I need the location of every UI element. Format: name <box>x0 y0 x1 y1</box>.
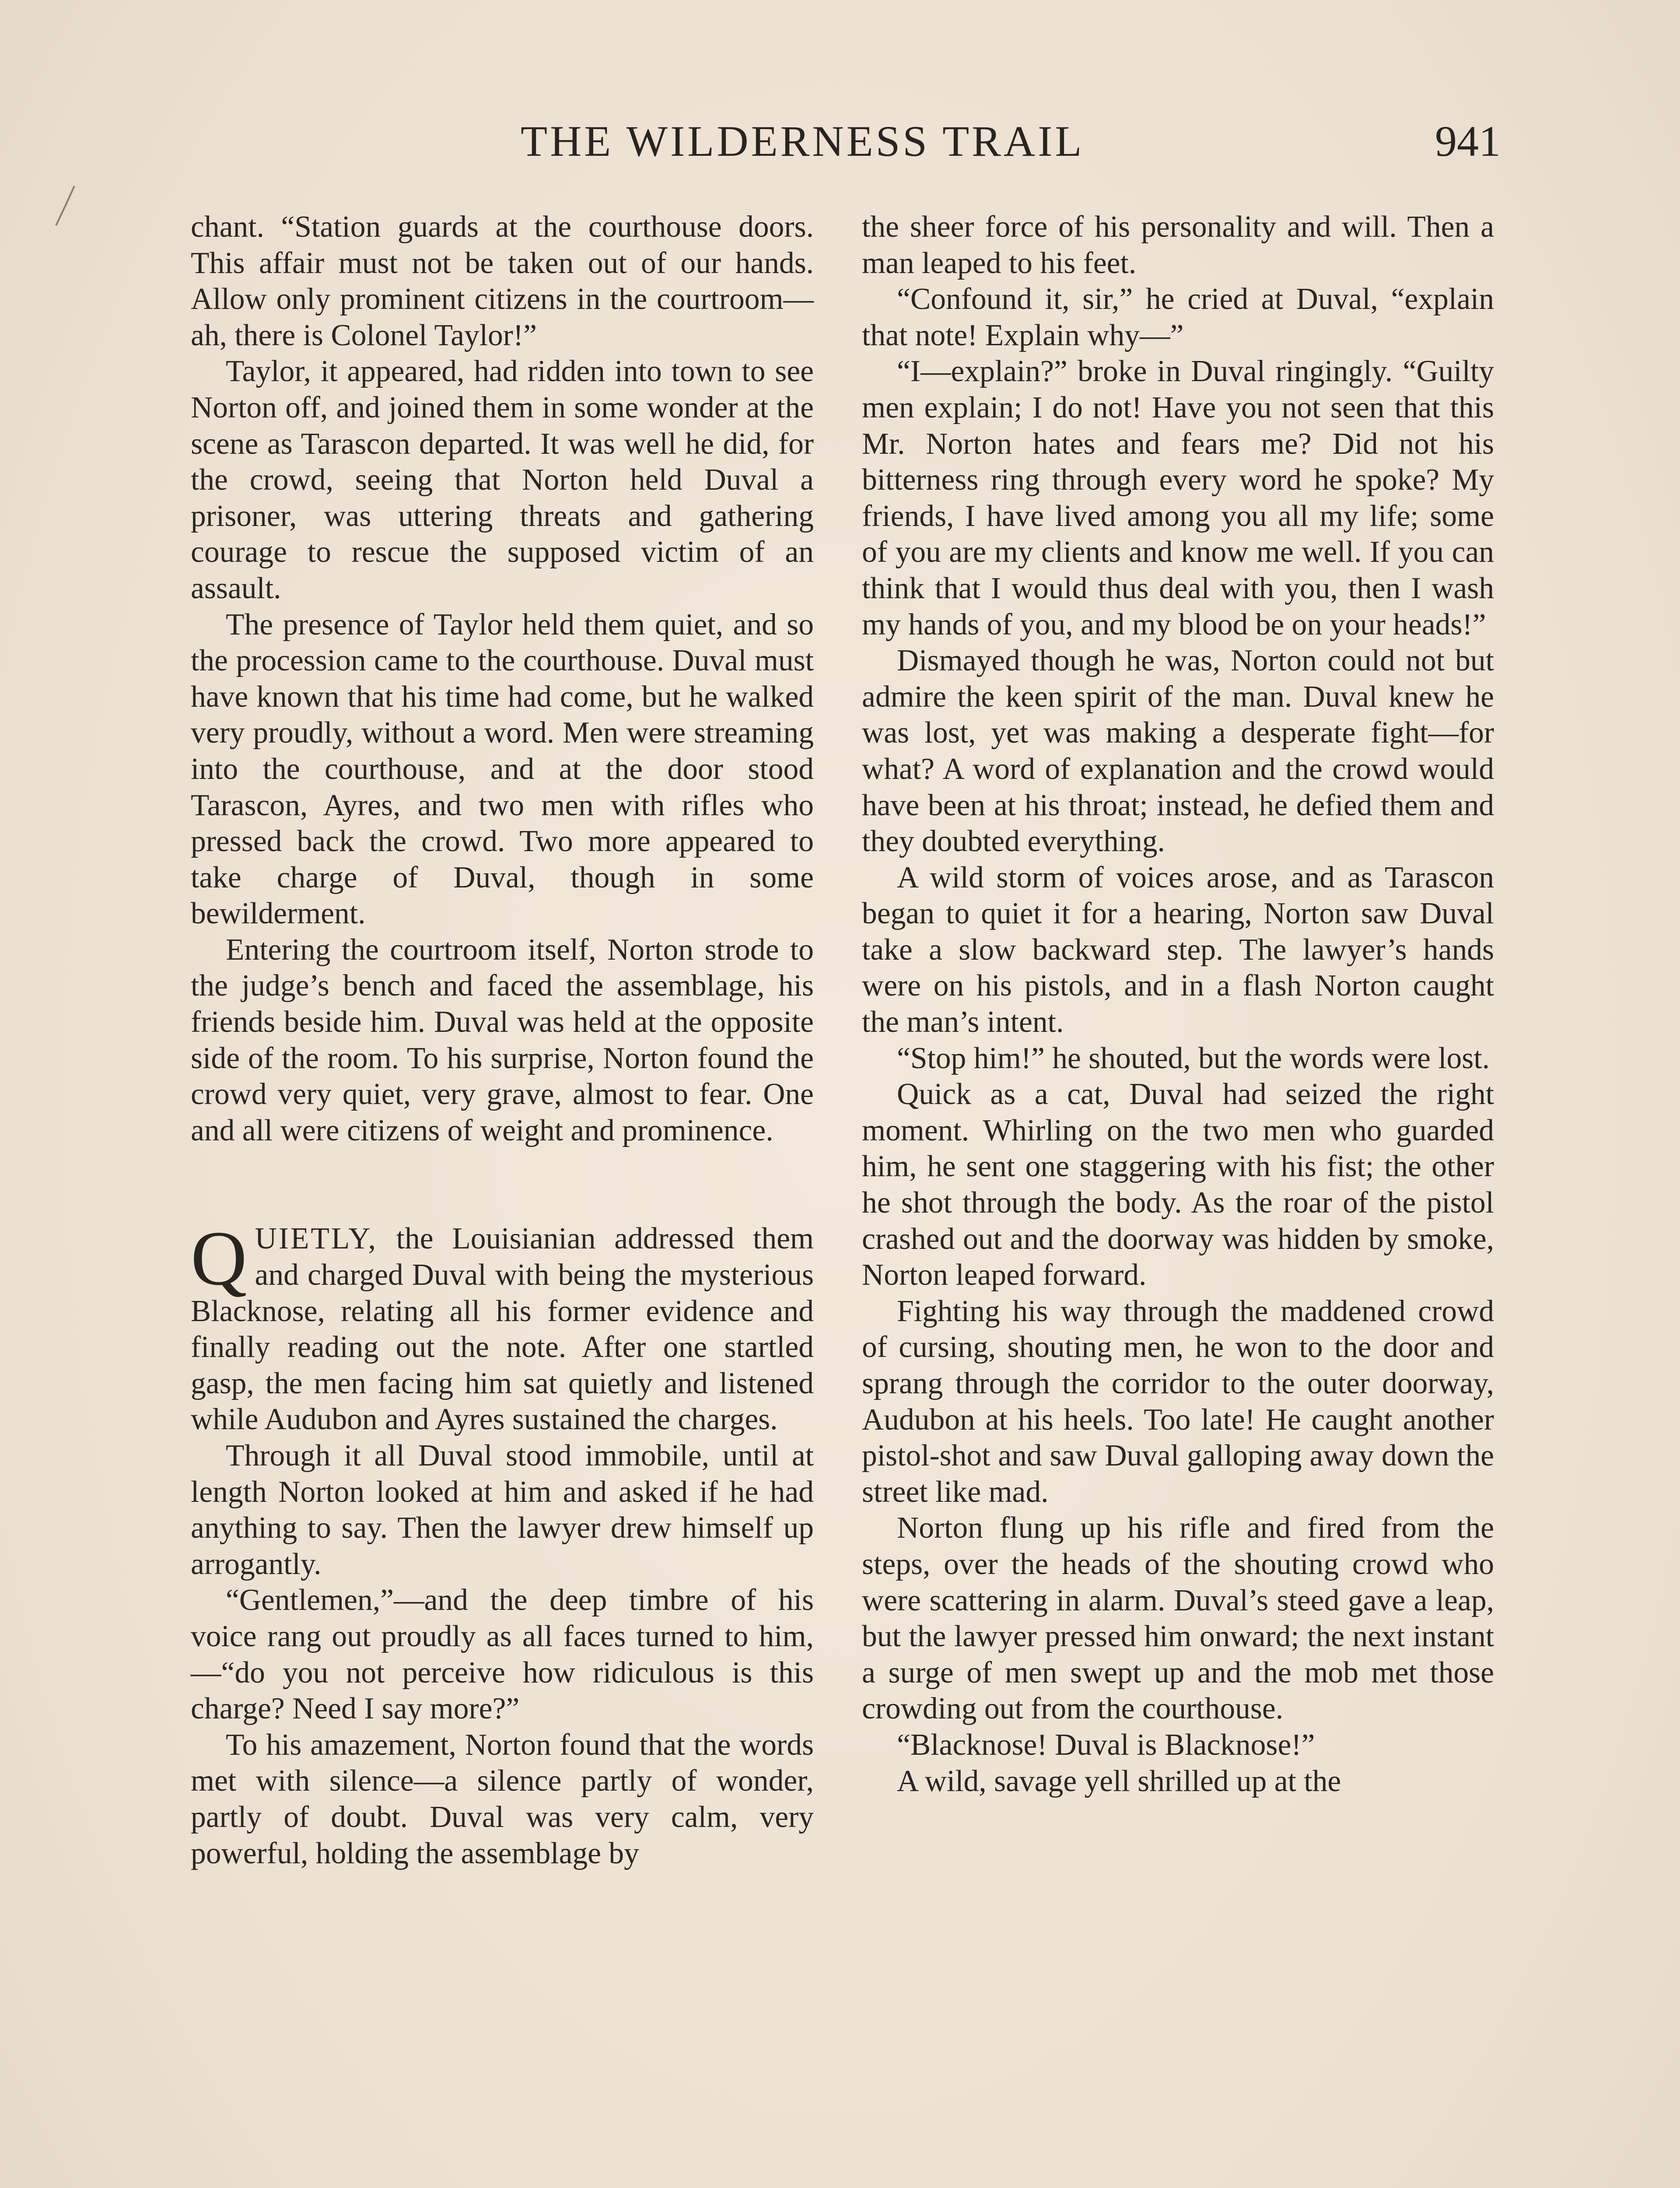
paragraph-dropcap <box>191 1215 814 1438</box>
paragraph: Through it all Duval stood immobile, until at length Norton looked at him and asked if he had anything to say. Then the lawyer drew himself up arrogantly. <box>191 1439 814 1581</box>
pen-mark <box>52 184 79 228</box>
paragraph: “Confound it, sir,” he cried at Duval, “explain that note! Explain why—” <box>862 282 1494 352</box>
small-caps-lead: UIETLY, <box>255 1222 378 1256</box>
paragraph: Fighting his way through the maddened crowd of cursing, shouting men, he won to the door and sprang through the corridor to the outer doorway, Audubon at his heels. Too late! He caught another pistol-shot and saw Duval galloping away down the street like mad. <box>862 1294 1494 1509</box>
paragraph: “Stop him!” he shouted, but the words were lost. <box>897 1041 1490 1075</box>
paragraph: “Gentlemen,”—and the deep timbre of his voice rang out proudly as all faces turned to him,—“do you not perceive how ridiculous is this charge? Need I say more?” <box>191 1583 814 1726</box>
paragraph: Norton flung up his rifle and fired from the steps, over the heads of the shouting crowd who were scattering in alarm. Duval’s steed gave a leap, but the lawyer pressed him onward; the next instant a surge of men swept up and the mob met those crowding out from the courthouse. <box>862 1511 1494 1726</box>
paragraph: A wild storm of voices arose, and as Tarascon began to quiet it for a hearing, Norton saw Duval take a slow backward step. The lawyer’s hands were on his pistols, and in a flash Norton caught the man’s intent. <box>862 860 1494 1039</box>
paragraph: the sheer force of his personality and will. Then a man leaped to his feet. <box>862 210 1494 280</box>
header-title: THE WILDERNESS TRAIL <box>521 117 1085 165</box>
paragraph: Quick as a cat, Duval had seized the right moment. Whirling on the two men who guarded him, he sent one staggering with his fist; the other he shot through the body. As the roar of the pistol crashed out and the doorway was hidden by smoke, Norton leaped forward. <box>862 1077 1494 1292</box>
running-header <box>188 116 1501 173</box>
section-break <box>191 1149 814 1221</box>
paragraph: Taylor, it appeared, had ridden into town to see Norton off, and joined them in some wonder at the scene as Tarascon departed. It was well he did, for the crowd, seeing that Norton held Duval a prisoner, was uttering threats and gathering courage to rescue the supposed victim of an assault. <box>191 354 814 605</box>
paragraph: “Blacknose! Duval is Blacknose!” <box>897 1728 1315 1762</box>
paragraph: The presence of Taylor held them quiet, and so the procession came to the courthouse. Duval must have known that his time had come, but he walked very proudly, without a word. Men were streaming into the courthouse, and at the door stood Tarascon, Ayres, and two men with rifles who pressed back the crowd. Two more appeared to take charge of Duval, though in some bewilderment. <box>191 607 814 931</box>
right-column <box>862 209 1494 1799</box>
paragraph: Entering the courtroom itself, Norton strode to the judge’s bench and faced the assemblage, his friends beside him. Duval was held at the opposite side of the room. To his surprise, Norton found the crowd very quiet, very grave, almost to fear. One and all were citizens of weight and prominence. <box>191 933 814 1147</box>
paragraph: To his amazement, Norton found that the words met with silence—a silence partly of wonder, partly of doubt. Duval was very calm, very powerful, holding the assemblage by <box>191 1728 814 1870</box>
drop-cap: Q <box>191 1215 247 1302</box>
paragraph: A wild, savage yell shrilled up at the <box>897 1764 1341 1798</box>
paragraph: chant. “Station guards at the courthouse doors. This affair must not be taken out of our hands. Allow only prominent citizens in the courtroom—ah, there is Colonel Taylor!” <box>191 210 814 352</box>
paragraph: Dismayed though he was, Norton could not but admire the keen spirit of the man. Duval knew he was lost, yet was making a desperate fight—for what? A word of explanation and the crowd would have been at his throat; instead, he defied them and they doubted everything. <box>862 644 1494 859</box>
left-column <box>191 209 814 1872</box>
page-number: 941 <box>1435 117 1501 165</box>
paragraph: “I—explain?” broke in Duval ringingly. “Guilty men explain; I do not! Have you not seen that this Mr. Norton hates and fears me? Did not his bitterness ring through every word he spoke? My friends, I have lived among you all my life; some of you are my clients and know me well. If you can think that I would thus deal with you, then I wash my hands of you, and my blood be on your heads!” <box>862 354 1494 642</box>
paragraph-text: the Louisianian addressed them and charged Duval with being the mysterious Blacknose, relating all his former evidence and finally reading out the note. After one startled gasp, the men facing him sat quietly and listened while Audubon and Ayres sustained the charges. <box>191 1222 814 1437</box>
